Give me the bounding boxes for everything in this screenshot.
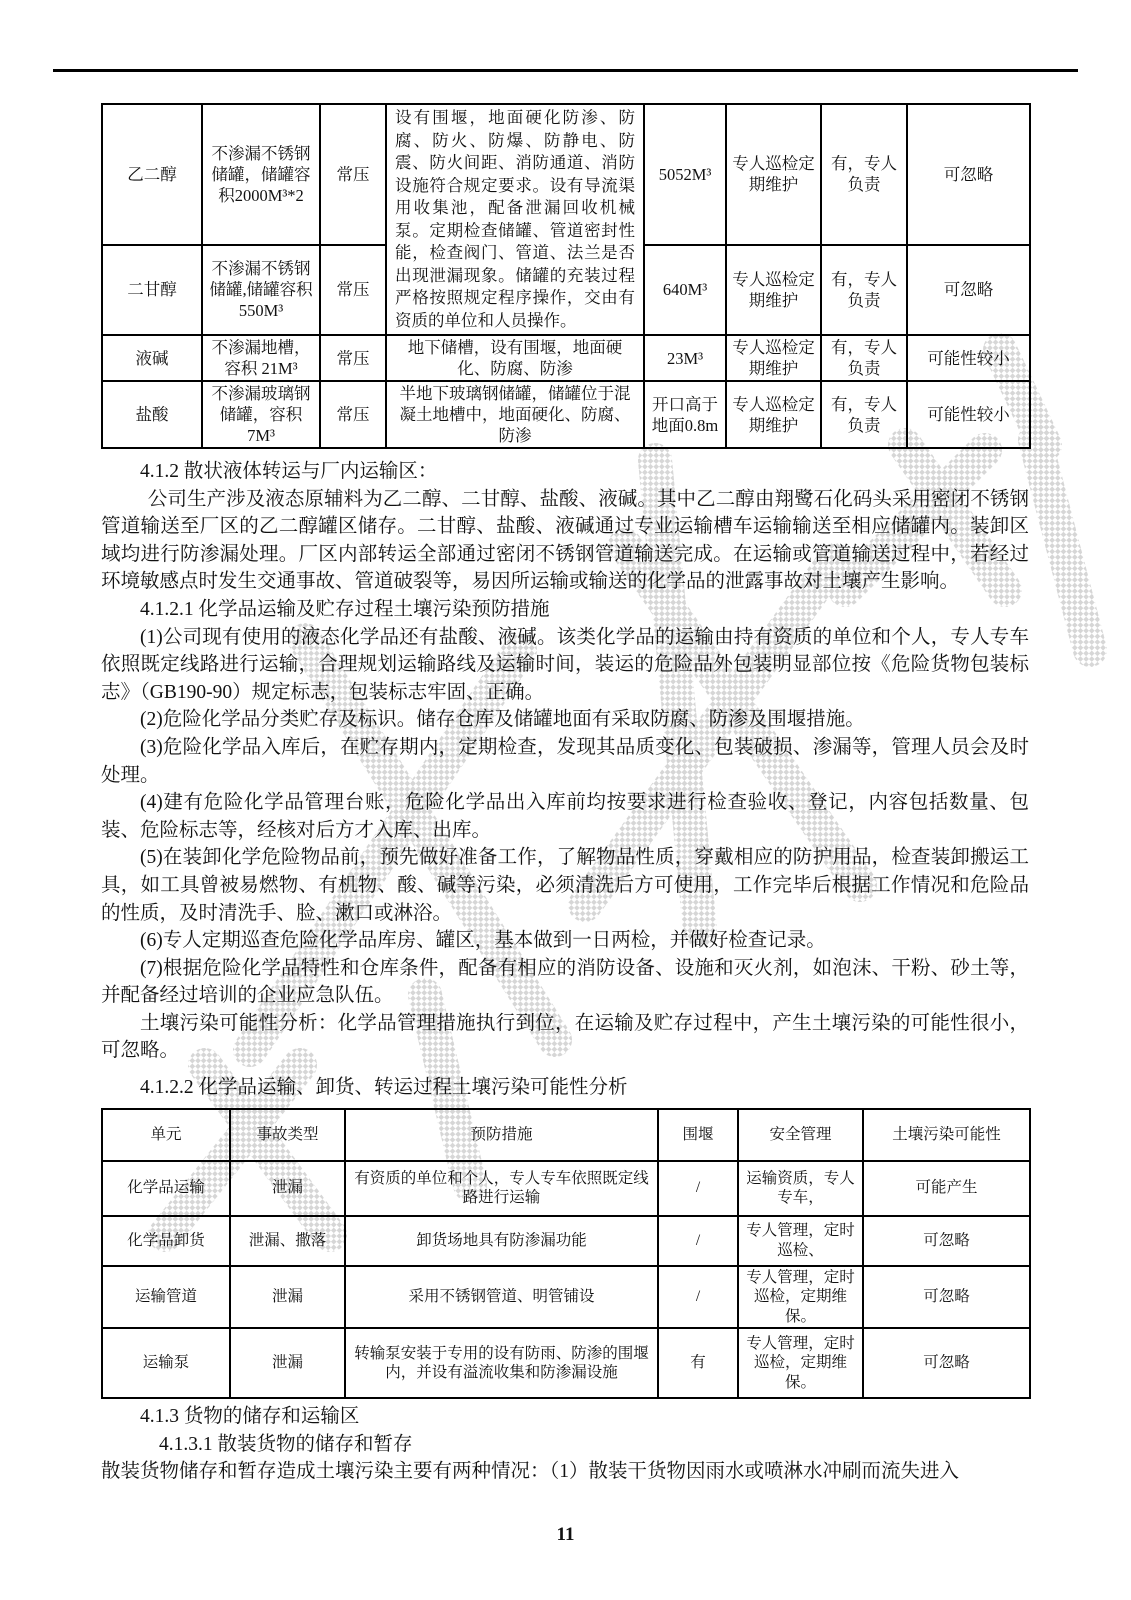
measure-item-2: (2)危险化学品分类贮存及标识。储存仓库及储罐地面有采取防腐、防渗及围堰措施。: [140, 709, 865, 731]
cell-material-name: 二甘醇: [102, 245, 202, 335]
measure-item-3: (3)危险化学品入库后，在贮存期内，定期检查，发现其品质变化、包装破损、渗漏等，管理人员会及时处理。: [101, 736, 1029, 786]
cell-bund: 有，专人负责: [821, 104, 907, 245]
cell-tank-spec: 不渗漏玻璃钢储罐，容积 7M³: [202, 381, 320, 448]
cell-accident-type: 泄漏、撒落: [230, 1216, 345, 1266]
cell-inspection: 专人巡检定期维护: [726, 381, 821, 448]
cell-unit: 化学品卸货: [102, 1216, 230, 1266]
cell-bund: 有，专人负责: [821, 381, 907, 448]
storage-table-row: [102, 104, 1030, 245]
header-unit: 单元: [102, 1109, 230, 1161]
analysis-table-row: [102, 1266, 1030, 1329]
header-bund: 围堰: [658, 1109, 738, 1161]
cell-accident-type: 泄漏: [230, 1266, 345, 1329]
cell-safety-management: 专人管理，定时巡检，定期维保。: [738, 1266, 863, 1329]
header-prevention: 预防措施: [345, 1109, 658, 1161]
measure-item-7: (7)根据危险化学品特性和仓库条件，配备有相应的消防设备、设施和灭火剂，如泡沫、干粉、砂土等，并配备经过培训的企业应急队伍。: [101, 957, 1029, 1007]
cell-bund: /: [658, 1266, 738, 1329]
cell-volume: 640M³: [644, 245, 726, 335]
analysis-table-row: [102, 1328, 1030, 1398]
cell-protection-measures: 地下储槽，设有围堰，地面硬化、防腐、防渗: [386, 335, 644, 381]
section-heading-4-1-3: 4.1.3 货物的储存和运输区: [140, 1406, 360, 1428]
cell-pressure: 常压: [320, 245, 386, 335]
cell-prevention: 有资质的单位和个人，专人专车依照既定线路进行运输: [345, 1161, 658, 1216]
cell-inspection: 专人巡检定期维护: [726, 104, 821, 245]
cell-bund: /: [658, 1161, 738, 1216]
cell-accident-type: 泄漏: [230, 1328, 345, 1398]
cell-safety-management: 专人管理，定时巡检、: [738, 1216, 863, 1266]
cell-protection-measures: 设有围堰，地面硬化防渗、防腐、防火、防爆、防静电、防震、防火间距、消防通道、消防设施符合规定要求。设有导流渠用收集池，配备泄漏回收机械泵。定期检查储罐、管道密封性能，检查阀门、管道、法兰是否出现泄漏现象。储罐的充装过程严格按照规定程序操作，交由有资质的单位和人员操作。: [386, 104, 644, 335]
analysis-table-row: [102, 1161, 1030, 1216]
cell-material-name: 液碱: [102, 335, 202, 381]
analysis-table-row: [102, 1216, 1030, 1266]
cell-pressure: 常压: [320, 335, 386, 381]
cell-tank-spec: 不渗漏不锈钢储罐,储罐容积 550M³: [202, 245, 320, 335]
analysis-conclusion: 土壤污染可能性分析：化学品管理措施执行到位，在运输及贮存过程中，产生土壤污染的可能性很小，可忽略。: [101, 1012, 1029, 1062]
cell-possibility: 可忽略: [863, 1328, 1030, 1398]
cell-bund: 有，专人负责: [821, 245, 907, 335]
cell-tank-spec: 不渗漏地槽，容积 21M³: [202, 335, 320, 381]
measure-item-4: (4)建有危险化学品管理台账，危险化学品出入库前均按要求进行检查验收、登记，内容包括数量、包装、危险标志等，经核对后方才入库、出库。: [101, 792, 1029, 841]
cell-bund: 有: [658, 1328, 738, 1398]
storage-table-row: [102, 381, 1030, 448]
storage-table-row: [102, 335, 1030, 381]
cell-prevention: 卸货场地具有防渗漏功能: [345, 1216, 658, 1266]
cell-bund: /: [658, 1216, 738, 1266]
page-content: [101, 103, 1029, 1486]
cell-material-name: 乙二醇: [102, 104, 202, 245]
cell-volume: 23M³: [644, 335, 726, 381]
section-heading-4-1-2: 4.1.2 散状液体转运与厂内运输区：: [140, 461, 438, 482]
page-number: 11: [556, 1524, 575, 1545]
cell-volume: 5052M³: [644, 104, 726, 245]
storage-table: [101, 103, 1031, 449]
section-heading-4-1-2-1: 4.1.2.1 化学品运输及贮存过程土壤污染预防措施: [140, 598, 550, 620]
cell-safety-management: 运输资质，专人专车，: [738, 1161, 863, 1216]
cell-possibility: 可忽略: [863, 1216, 1030, 1266]
cell-pressure: 常压: [320, 381, 386, 448]
cell-material-name: 盐酸: [102, 381, 202, 448]
cell-unit: 化学品运输: [102, 1161, 230, 1216]
cell-bund: 有，专人负责: [821, 335, 907, 381]
cell-accident-type: 泄漏: [230, 1161, 345, 1216]
cell-inspection: 专人巡检定期维护: [726, 245, 821, 335]
cell-unit: 运输泵: [102, 1328, 230, 1398]
section-heading-4-1-2-2: 4.1.2.2 化学品运输、卸货、转运过程土壤污染可能性分析: [140, 1077, 628, 1099]
measure-item-5: (5)在装卸化学危险物品前，预先做好准备工作，了解物品性质，穿戴相应的防护用品，检查装卸搬运工具，如工具曾被易燃物、有机物、酸、碱等污染，必须清洗后方可使用，工作完毕后根据工作情况和危险品的性质，及时清洗手、脸、漱口或淋浴。: [101, 847, 1029, 924]
header-safety-management: 安全管理: [738, 1109, 863, 1161]
cell-possibility: 可能性较小: [907, 335, 1030, 381]
section-heading-4-1-3-1: 4.1.3.1 散装货物的储存和暂存: [159, 1433, 413, 1455]
cell-possibility: 可能性较小: [907, 381, 1030, 448]
paragraph-4-1-3-1: 散装货物储存和暂存造成土壤污染主要有两种情况：（1）散装干货物因雨水或喷淋水冲刷而流失进入: [101, 1461, 960, 1483]
measure-item-6: (6)专人定期巡查危险化学品库房、罐区，基本做到一日两检，并做好检查记录。: [140, 930, 826, 952]
cell-prevention: 采用不锈钢管道、明管铺设: [345, 1266, 658, 1329]
cell-possibility: 可忽略: [907, 104, 1030, 245]
cell-inspection: 专人巡检定期维护: [726, 335, 821, 381]
cell-volume: 开口高于地面0.8m: [644, 381, 726, 448]
paragraph-4-1-2: 公司生产涉及液态原辅料为乙二醇、二甘醇、盐酸、液碱。其中乙二醇由翔鹭石化码头采用密闭不锈钢管道输送至厂区的乙二醇罐区储存。二甘醇、盐酸、液碱通过专业运输槽车运输输送至相应储罐内。装卸区域均进行防渗漏处理。厂区内部转运全部通过密闭不锈钢管道输送完成。在运输或管道输送过程中，若经过环境敏感点时发生交通事故、管道破裂等，易因所运输或输送的化学品的泄露事故对土壤产生影响。: [101, 488, 1029, 593]
header-rule: [53, 69, 1078, 72]
cell-safety-management: 专人管理，定时巡检，定期维保。: [738, 1328, 863, 1398]
header-soil-pollution-possibility: 土壤污染可能性: [863, 1109, 1030, 1161]
cell-unit: 运输管道: [102, 1266, 230, 1329]
analysis-table-header-row: [102, 1109, 1030, 1161]
cell-pressure: 常压: [320, 104, 386, 245]
analysis-table: [101, 1108, 1031, 1400]
cell-possibility: 可能产生: [863, 1161, 1030, 1216]
cell-tank-spec: 不渗漏不锈钢储罐，储罐容积2000M³*2: [202, 104, 320, 245]
cell-possibility: 可忽略: [907, 245, 1030, 335]
header-accident-type: 事故类型: [230, 1109, 345, 1161]
cell-prevention: 转输泵安装于专用的设有防雨、防渗的围堰内，并设有溢流收集和防渗漏设施: [345, 1328, 658, 1398]
cell-possibility: 可忽略: [863, 1266, 1030, 1329]
measure-item-1: (1)公司现有使用的液态化学品还有盐酸、液碱。该类化学品的运输由持有资质的单位和个人，专人专车依照既定线路进行运输，合理规划运输路线及运输时间，装运的危险品外包装明显部位按《危险货物包装标志》（GB190-90）规定标志，包装标志牢固、正确。: [101, 626, 1029, 703]
cell-protection-measures: 半地下玻璃钢储罐，储罐位于混凝土地槽中，地面硬化、防腐、防渗: [386, 381, 644, 448]
